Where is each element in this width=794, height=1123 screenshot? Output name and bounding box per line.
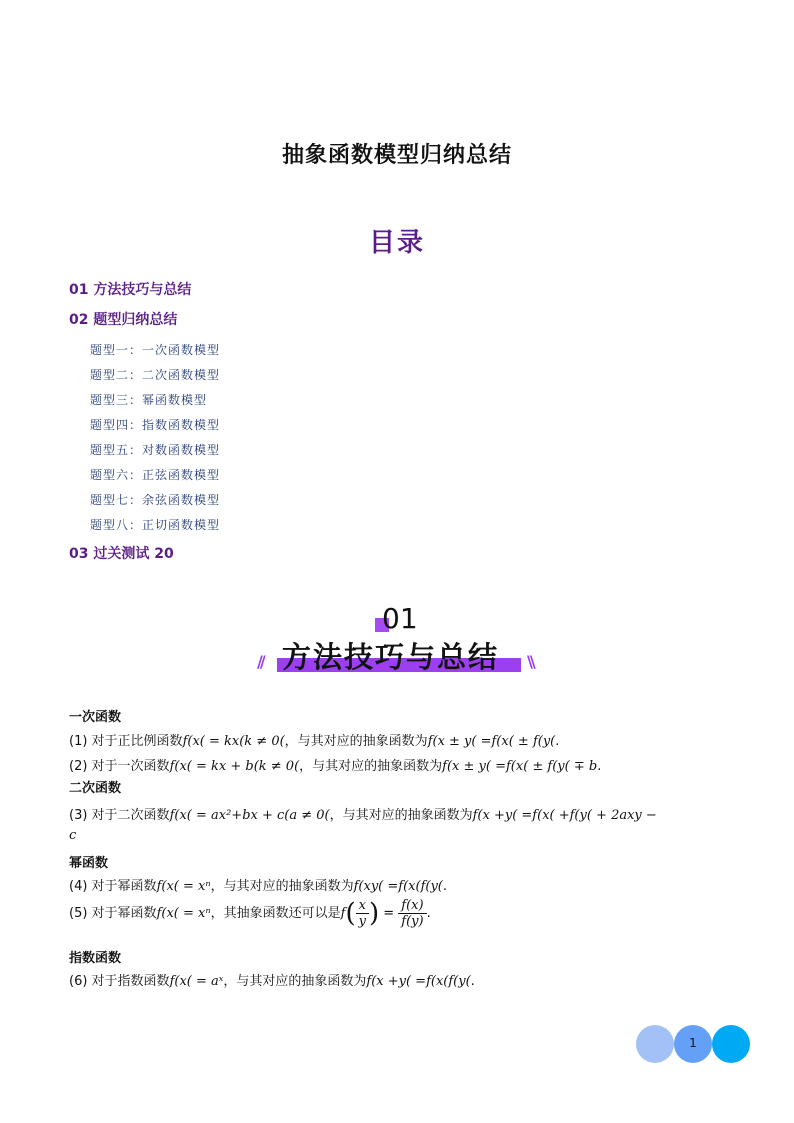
p1-end: . — [555, 734, 560, 749]
toc-item-logarithm[interactable]: 题型五：对数函数模型 — [90, 443, 221, 457]
p3-function: f(x( = ax²+bx + c(a ≠ 0( — [169, 808, 330, 823]
section-banner — [255, 602, 545, 682]
toc-section-problem-types[interactable]: 02 题型归纳总结 — [69, 312, 178, 328]
p5-f: f — [340, 906, 346, 921]
p5-function: f(x( = xⁿ — [156, 906, 211, 921]
p5-inner-fraction — [356, 898, 369, 929]
toc-item-cosine[interactable]: 题型七：余弦函数模型 — [90, 493, 221, 507]
p1-abstract: f(x ± y( =f(x( ± f(y( — [427, 734, 556, 749]
category-exponential: 指数函数 — [69, 951, 122, 966]
p4-function: f(x( = xⁿ — [156, 879, 211, 894]
p1-prefix: (1) 对于正比例函数 — [69, 734, 183, 749]
banner-slash-left: // — [257, 652, 263, 671]
p6-end: . — [470, 974, 475, 989]
p5-middle: ，其抽象函数还可以是 — [210, 906, 341, 921]
toc-section-methods[interactable]: 01 方法技巧与总结 — [69, 282, 192, 298]
page-indicator — [636, 1025, 756, 1065]
p5-open-paren: ( — [345, 898, 356, 929]
p5-outer-fraction — [398, 898, 426, 929]
p5-close-paren: ) — [368, 898, 380, 929]
banner-slash-right: \\ — [527, 652, 533, 671]
banner-number: 01 — [382, 602, 418, 635]
p3-middle: ，与其对应的抽象函数为 — [329, 808, 473, 823]
p1-function: f(x( = kx(k ≠ 0( — [182, 734, 285, 749]
banner-title: 方法技巧与总结 — [282, 640, 500, 674]
p6-abstract: f(x +y( =f(x(f(y( — [366, 974, 471, 989]
p5-outer-numerator: f(x) — [398, 898, 426, 914]
p3-continuation: c — [69, 828, 77, 843]
toc-item-exponential[interactable]: 题型四：指数函数模型 — [90, 418, 221, 432]
document-title: 抽象函数模型归纳总结 — [281, 143, 512, 168]
paragraph-5 — [69, 898, 431, 929]
p4-abstract: f(xy( =f(x(f(y( — [353, 879, 443, 894]
p5-prefix: (5) 对于幂函数 — [69, 906, 157, 921]
p3-prefix: (3) 对于二次函数 — [69, 808, 170, 823]
p2-abstract: f(x ± y( =f(x( ± f(y( ∓ b — [442, 759, 598, 774]
page-circle-left — [636, 1025, 674, 1063]
p2-end: . — [597, 759, 602, 774]
page-number: 1 — [689, 1036, 697, 1050]
p5-equals: = — [383, 906, 395, 921]
p5-inner-numerator: x — [356, 898, 369, 914]
p5-outer-denominator: f(y) — [401, 914, 424, 929]
p2-function: f(x( = kx + b(k ≠ 0( — [169, 759, 300, 774]
category-quadratic: 二次函数 — [69, 781, 122, 796]
toc-heading: 目录 — [368, 228, 425, 258]
toc-item-power[interactable]: 题型三：幂函数模型 — [90, 393, 208, 407]
paragraph-3-continued — [69, 828, 76, 843]
paragraph-6 — [69, 970, 475, 989]
p5-inner-denominator: y — [358, 914, 366, 929]
page-circle-right — [712, 1025, 750, 1063]
paragraph-4 — [69, 875, 447, 894]
category-power: 幂函数 — [69, 856, 109, 871]
toc-item-tangent[interactable]: 题型八：正切函数模型 — [90, 518, 221, 532]
category-linear: 一次函数 — [69, 710, 122, 725]
p6-function: f(x( = aˣ — [169, 974, 224, 989]
p4-end: . — [442, 879, 448, 894]
toc-item-sine[interactable]: 题型六：正弦函数模型 — [90, 468, 221, 482]
p5-end: . — [426, 906, 431, 921]
paragraph-2 — [69, 755, 601, 774]
p4-middle: ，与其对应的抽象函数为 — [210, 879, 354, 894]
toc-item-quadratic[interactable]: 题型二：二次函数模型 — [90, 368, 221, 382]
p4-prefix: (4) 对于幂函数 — [69, 879, 157, 894]
p6-middle: ，与其对应的抽象函数为 — [223, 974, 367, 989]
p3-abstract: f(x +y( =f(x( +f(y( + 2axy − — [472, 808, 657, 823]
paragraph-3 — [69, 804, 657, 823]
p2-prefix: (2) 对于一次函数 — [69, 759, 170, 774]
p1-middle: ，与其对应的抽象函数为 — [284, 734, 428, 749]
paragraph-1 — [69, 730, 559, 749]
toc-item-linear[interactable]: 题型一：一次函数模型 — [90, 343, 221, 357]
toc-section-test[interactable]: 03 过关测试 20 — [69, 546, 174, 562]
p6-prefix: (6) 对于指数函数 — [69, 974, 170, 989]
p2-middle: ，与其对应的抽象函数为 — [299, 759, 443, 774]
